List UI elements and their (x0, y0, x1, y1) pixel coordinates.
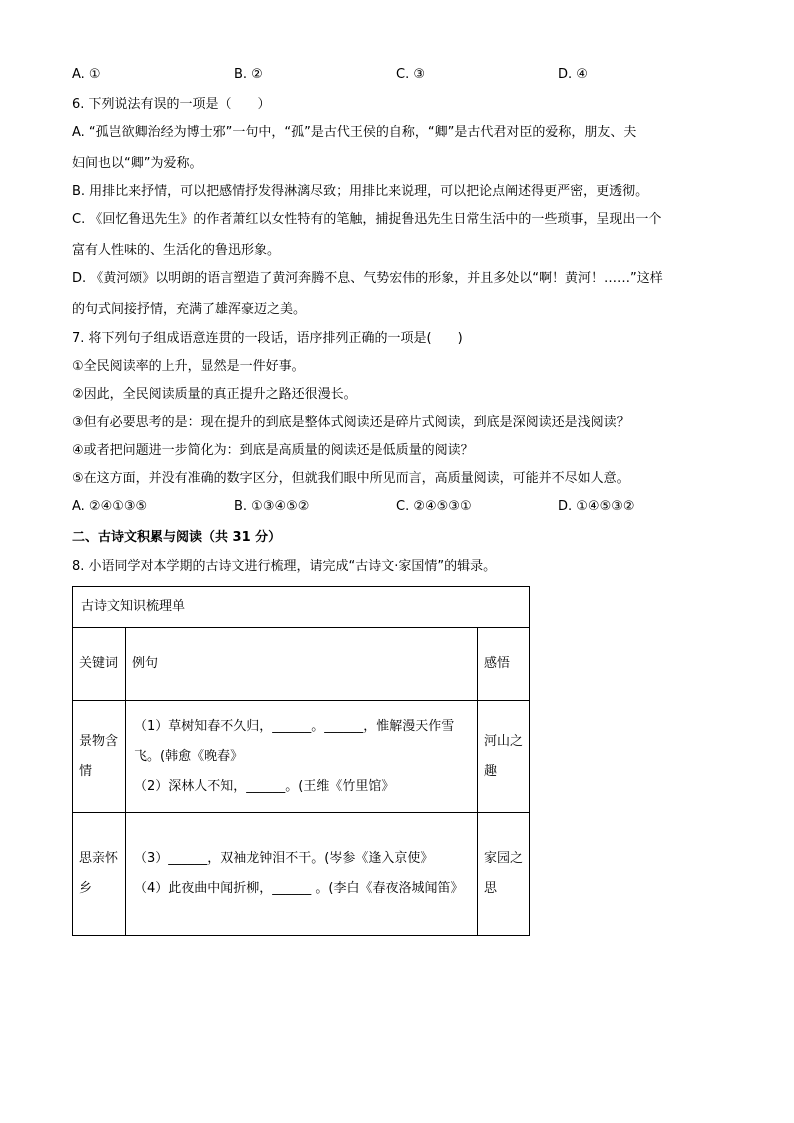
poetry-summary-table (72, 586, 530, 936)
row2-example-1: （3）______，双袖龙钟泪不干。(岑参《逢入京使》 (134, 851, 434, 866)
header-example: 例句 (126, 628, 478, 701)
q6-option-d-line1: D. 《黄河颂》以明朗的语言塑造了黄河奔腾不息、气势宏伟的形象，并且多处以“啊！黄河！……”这样 (72, 271, 663, 286)
row2-examples (126, 813, 478, 936)
exam-page (72, 64, 724, 936)
q5-option-c: C. ③ (396, 67, 425, 82)
row2-insight: 家园之思 (478, 813, 530, 936)
table-header-row (73, 628, 530, 701)
table-title: 古诗文知识梳理单 (73, 587, 530, 628)
row1-example-2: （2）深林人不知，______。(王维《竹里馆》 (134, 778, 395, 794)
q7-sentence-2: ②因此，全民阅读质量的真正提升之路还很漫长。 (72, 387, 357, 402)
q7-options (72, 496, 724, 518)
row1-insight: 河山之趣 (478, 701, 530, 813)
q7-option-c: C. ②④⑤③① (396, 499, 472, 514)
header-keyword: 关键词 (73, 628, 126, 701)
header-insight: 感悟 (478, 628, 530, 701)
row1-examples (126, 701, 478, 813)
q6-option-b: B. 用排比来抒情，可以把感情抒发得淋漓尽致；用排比来说理，可以把论点阐述得更严密，更透彻。 (72, 184, 649, 199)
row1-keyword: 景物含情 (73, 701, 126, 813)
q7-option-a: A. ②④①③⑤ (72, 499, 148, 514)
q8-stem: 8. 小语同学对本学期的古诗文进行梳理，请完成“古诗文·家国情”的辑录。 (72, 559, 497, 574)
q6-option-d-line2: 的句式间接抒情，充满了雄浑豪迈之美。 (72, 302, 307, 317)
q7-option-d: D. ①④⑤③② (558, 499, 635, 514)
q7-stem: 7. 将下列句子组成语意连贯的一段话，语序排列正确的一项是( ) (72, 331, 463, 346)
q7-option-b: B. ①③④⑤② (234, 499, 310, 514)
q6-option-c-line2: 富有人性味的、生活化的鲁迅形象。 (72, 243, 281, 258)
q6-option-a-line1: A. “孤岂欲卿治经为博士邪”一句中，“孤”是古代王侯的自称，“卿”是古代君对臣的爱称，朋友、夫 (72, 125, 637, 140)
row2-keyword: 思亲怀乡 (73, 813, 126, 936)
q7-sentence-1: ①全民阅读率的上升，显然是一件好事。 (72, 359, 305, 374)
q5-option-b: B. ② (234, 67, 263, 82)
q7-sentence-4: ④或者把问题进一步简化为：到底是高质量的阅读还是低质量的阅读？ (72, 443, 474, 458)
q6-stem: 6. 下列说法有误的一项是（ ） (72, 97, 271, 112)
q6-option-c-line1: C. 《回忆鲁迅先生》的作者萧红以女性特有的笔触，捕捉鲁迅先生日常生活中的一些琐事，呈现出一个 (72, 212, 662, 227)
section-heading: 二、古诗文积累与阅读（共 31 分） (72, 530, 282, 545)
table-row (73, 813, 530, 936)
q5-option-d: D. ④ (558, 67, 588, 82)
q7-sentence-5: ⑤在这方面，并没有准确的数字区分，但就我们眼中所见而言，高质量阅读，可能并不尽如人意。 (72, 471, 630, 486)
q5-option-a: A. ① (72, 67, 101, 82)
table-row (73, 701, 530, 813)
q6-option-a-line2: 妇间也以“卿”为爱称。 (72, 156, 203, 171)
q5-options (72, 64, 724, 86)
row1-example-1: （1）草树知春不久归，______。______，惟解漫天作雪飞。(韩愈《晚春》 (134, 718, 455, 764)
row2-example-2: （4）此夜曲中闻折柳，______ 。(李白《春夜洛城闻笛》 (134, 881, 464, 896)
q7-sentence-3: ③但有必要思考的是：现在提升的到底是整体式阅读还是碎片式阅读，到底是深阅读还是浅阅读？ (72, 415, 630, 430)
